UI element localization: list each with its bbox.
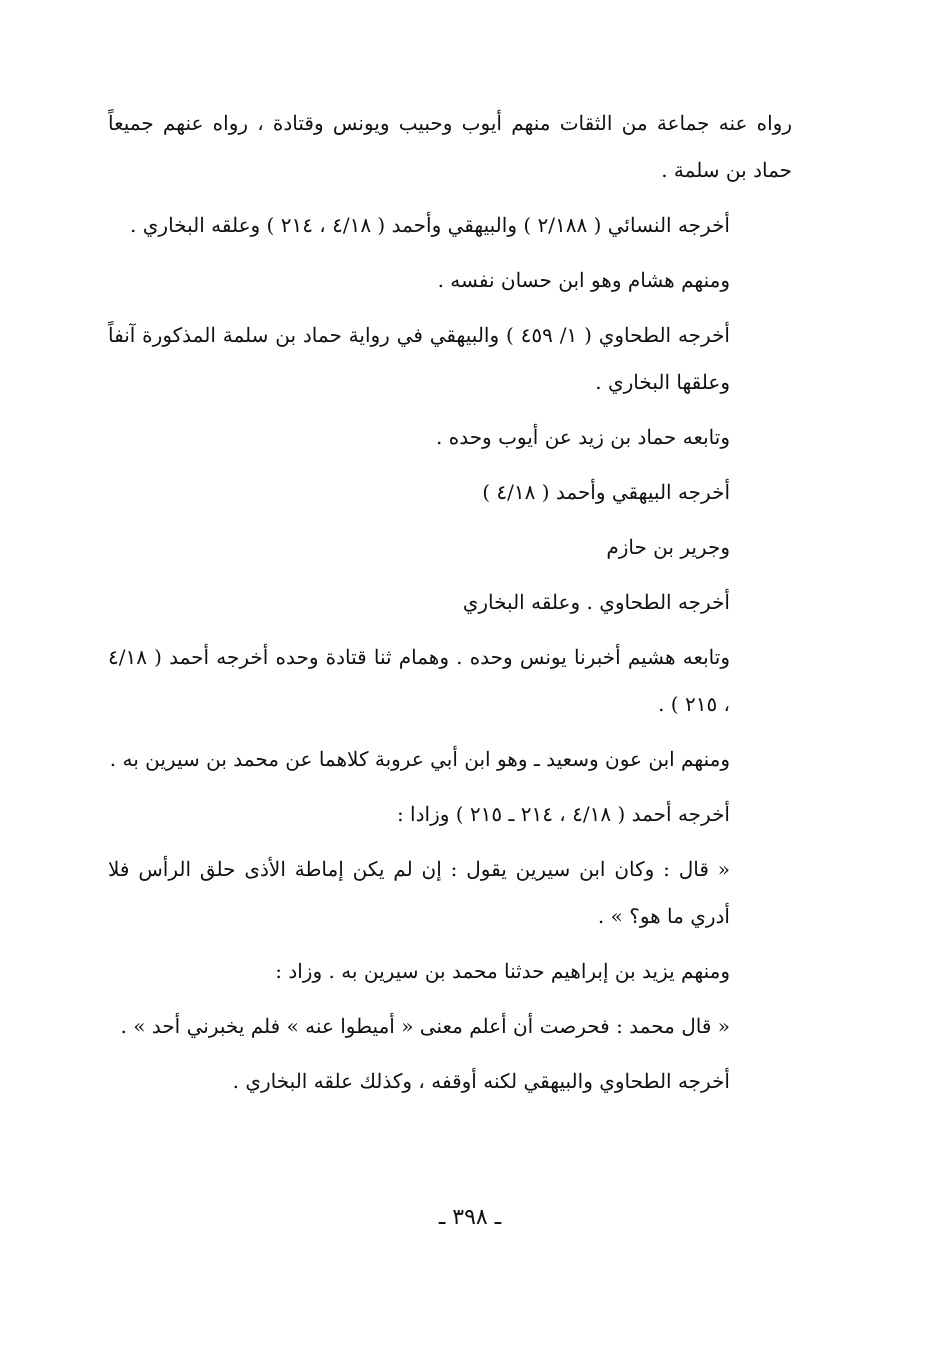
- paragraph-13: ومنهم يزيد بن إبراهيم حدثنا محمد بن سيرين به . وزاد :: [275, 959, 730, 983]
- paragraph-3: ومنهم هشام وهو ابن حسان نفسه .: [437, 268, 730, 292]
- paragraph-8: أخرجه الطحاوي . وعلقه البخاري: [462, 590, 730, 614]
- paragraph-5: وتابعه حماد بن زيد عن أيوب وحده .: [436, 425, 730, 449]
- paragraph-1: رواه عنه جماعة من الثقات منهم أيوب وحبيب ويونس وقتادة ، رواه عنهم جميعاً حماد بن سلمة .: [108, 111, 792, 182]
- paragraph-4: أخرجه الطحاوي ( ١/ ٤٥٩ ) والبيهقي في رواية حماد بن سلمة المذكورة آنفاً وعلقها البخاري .: [108, 323, 730, 394]
- page-number: ـ ٣٩٨ ـ: [438, 1205, 502, 1230]
- paragraph-15: أخرجه الطحاوي والبيهقي لكنه أوقفه ، وكذلك علقه البخاري .: [232, 1069, 730, 1093]
- paragraph-6: أخرجه البيهقي وأحمد ( ٤/١٨ ): [482, 480, 730, 504]
- paragraph-14: « قال محمد : فحرصت أن أعلم معنى « أميطوا عنه » فلم يخبرني أحد » .: [120, 1014, 730, 1038]
- paragraph-2: أخرجه النسائي ( ٢/١٨٨ ) والبيهقي وأحمد ( ٤/١٨ ، ٢١٤ ) وعلقه البخاري .: [130, 213, 730, 237]
- paragraph-12: « قال : وكان ابن سيرين يقول : إن لم يكن إماطة الأذى حلق الرأس فلا أدري ما هو؟ » .: [108, 857, 730, 928]
- paragraph-9: وتابعه هشيم أخبرنا يونس وحده . وهمام ثنا قتادة وحده أخرجه أحمد ( ٤/١٨ ، ٢١٥ ) .: [108, 645, 730, 716]
- paragraph-10: ومنهم ابن عون وسعيد ـ وهو ابن أبي عروبة كلاهما عن محمد بن سيرين به .: [109, 747, 730, 771]
- paragraph-7: وجرير بن حازم: [606, 535, 730, 559]
- page-body: [108, 100, 792, 1113]
- paragraph-11: أخرجه أحمد ( ٤/١٨ ، ٢١٤ ـ ٢١٥ ) وزادا :: [396, 802, 730, 826]
